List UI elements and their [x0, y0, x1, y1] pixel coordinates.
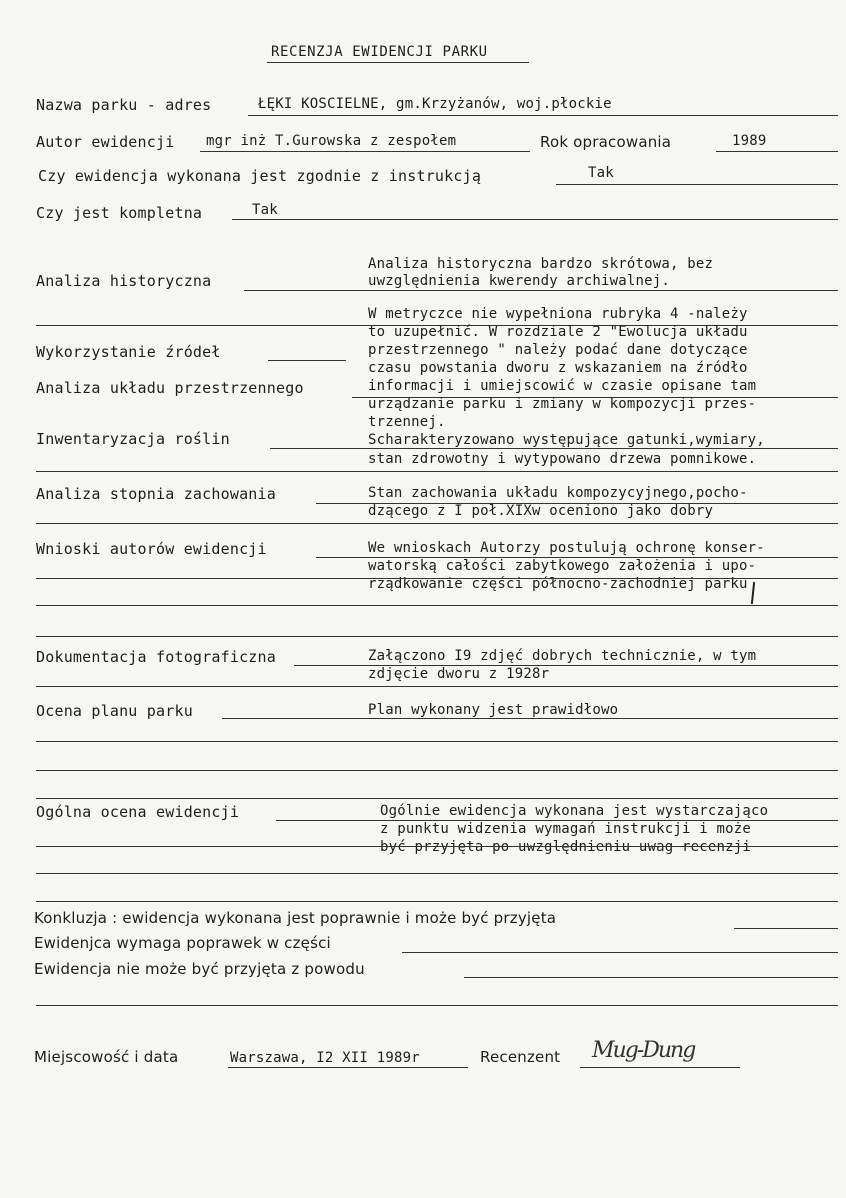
overall-text-1: Ogólnie ewidencja wykonana jest wystarczająco: [380, 803, 769, 819]
plan-text-1: Plan wykonany jest prawidłowo: [368, 702, 619, 718]
place-value: Warszawa, I2 XII 1989r: [230, 1050, 420, 1066]
complete-line: [232, 219, 838, 220]
year-line: [716, 151, 838, 152]
conclusion-line-2: Ewidenjca wymaga poprawek w części: [34, 934, 331, 952]
sources-label: Wykorzystanie źródeł: [36, 343, 221, 361]
conclusion-line-3: Ewidencja nie może być przyjęta z powodu: [34, 960, 365, 978]
compliance-label: Czy ewidencja wykonana jest zgodnie z instrukcją: [38, 167, 482, 185]
conclusions-text-3: rządkowanie części północno-zachodniej parku: [368, 576, 748, 592]
author-label: Autor ewidencji: [36, 133, 175, 151]
photos-label: Dokumentacja fotograficzna: [36, 648, 276, 666]
author-value: mgr inż T.Gurowska z zespołem: [206, 133, 457, 149]
pen-stroke: [751, 582, 755, 604]
rule-7: [36, 686, 838, 687]
overall-text-3: być przyjęta po uwzględnieniu uwag recenzji: [380, 839, 752, 855]
complete-value: Tak: [252, 202, 278, 218]
historical-line-1: Analiza historyczna bardzo skrótowa, bez: [368, 256, 714, 272]
overall-text-2: z punktu widzenia wymagań instrukcji i może: [380, 821, 752, 837]
historical-line: [244, 290, 838, 291]
conclusion-line-1: Konkluzja : ewidencja wykonana jest poprawnie i może być przyjęta: [34, 909, 557, 927]
conclusion-line-2-fill: [402, 952, 838, 953]
historical-line-2: uwzględnienia kwerendy archiwalnej.: [368, 273, 671, 289]
preservation-text-1: Stan zachowania układu kompozycyjnego,pocho-: [368, 485, 748, 501]
plants-line: [270, 448, 838, 449]
complete-label: Czy jest kompletna: [36, 204, 203, 222]
conclusions-text-2: watorską całości zabytkowego założenia i upo-: [368, 558, 757, 574]
rule-4: [36, 578, 838, 579]
year-label: Rok opracowania: [540, 133, 672, 151]
rule-11: [36, 846, 838, 847]
author-line: [200, 151, 530, 152]
plan-label: Ocena planu parku: [36, 702, 193, 720]
compliance-line: [556, 184, 838, 185]
photos-text-1: Załączono I9 zdjęć dobrych technicznie, w tym: [368, 648, 757, 664]
year-value: 1989: [732, 133, 767, 149]
historical-label: Analiza historyczna: [36, 272, 212, 290]
sources-text-1: W metryczce nie wypełniona rubryka 4 -należy: [368, 306, 748, 322]
rule-14: [36, 1005, 838, 1006]
park-name-line: [248, 115, 838, 116]
sources-text-5: informacji i umiejscowić w czasie opisane tam: [368, 378, 757, 394]
spatial-label: Analiza układu przestrzennego: [36, 379, 304, 397]
rule-13: [36, 901, 838, 902]
photos-line: [294, 665, 838, 666]
park-name-value: ŁĘKI KOSCIELNE, gm.Krzyżanów, woj.płockie: [258, 96, 612, 112]
signature-line: [580, 1067, 740, 1068]
sources-text-4: czasu powstania dworu z wskazaniem na źródło: [368, 360, 748, 376]
plants-label: Inwentaryzacja roślin: [36, 430, 230, 448]
page-title: RECENZJA EWIDENCJI PARKU: [271, 44, 488, 60]
plants-text-1: Scharakteryzowano występujące gatunki,wymiary,: [368, 432, 765, 448]
rule-3: [36, 523, 838, 524]
conclusions-label: Wnioski autorów ewidencji: [36, 540, 267, 558]
preservation-text-2: dzącego z I poł.XIXw oceniono jako dobry: [368, 503, 714, 519]
sources-line: [268, 360, 346, 361]
rule-6: [36, 636, 838, 637]
conclusion-line-3-fill: [464, 977, 838, 978]
conclusions-text-1: We wnioskach Autorzy postulują ochronę konser-: [368, 540, 765, 556]
preservation-line: [316, 503, 838, 504]
rule-9: [36, 770, 838, 771]
overall-line: [276, 820, 838, 821]
sources-text-6: urządzanie parku i zmiany w kompozycji przes-: [368, 396, 757, 412]
photos-text-2: zdjęcie dworu z 1928r: [368, 666, 550, 682]
conclusions-line: [316, 557, 838, 558]
title-underline: [267, 62, 529, 63]
rule-2: [36, 471, 838, 472]
reviewer-label: Recenzent: [480, 1048, 561, 1066]
overall-label: Ogólna ocena ewidencji: [36, 803, 240, 821]
place-line: [228, 1067, 468, 1068]
compliance-value: Tak: [588, 165, 614, 181]
plan-line: [222, 718, 838, 719]
plants-text-2: stan zdrowotny i wytypowano drzewa pomnikowe.: [368, 451, 757, 467]
reviewer-signature: Mug-Dung: [592, 1038, 695, 1063]
conclusion-line-1-fill: [734, 928, 838, 929]
sources-text-3: przestrzennego " należy podać dane dotyczące: [368, 342, 748, 358]
rule-12: [36, 873, 838, 874]
rule-10: [36, 798, 838, 799]
preservation-label: Analiza stopnia zachowania: [36, 485, 276, 503]
sources-text-2: to uzupełnić. W rozdziale 2 "Ewolucja układu: [368, 324, 748, 340]
rule-8: [36, 741, 838, 742]
park-name-label: Nazwa parku - adres: [36, 96, 212, 114]
sources-text-7: trzennej.: [368, 414, 446, 430]
rule-5: [36, 605, 838, 606]
place-label: Miejscowość i data: [34, 1048, 179, 1066]
